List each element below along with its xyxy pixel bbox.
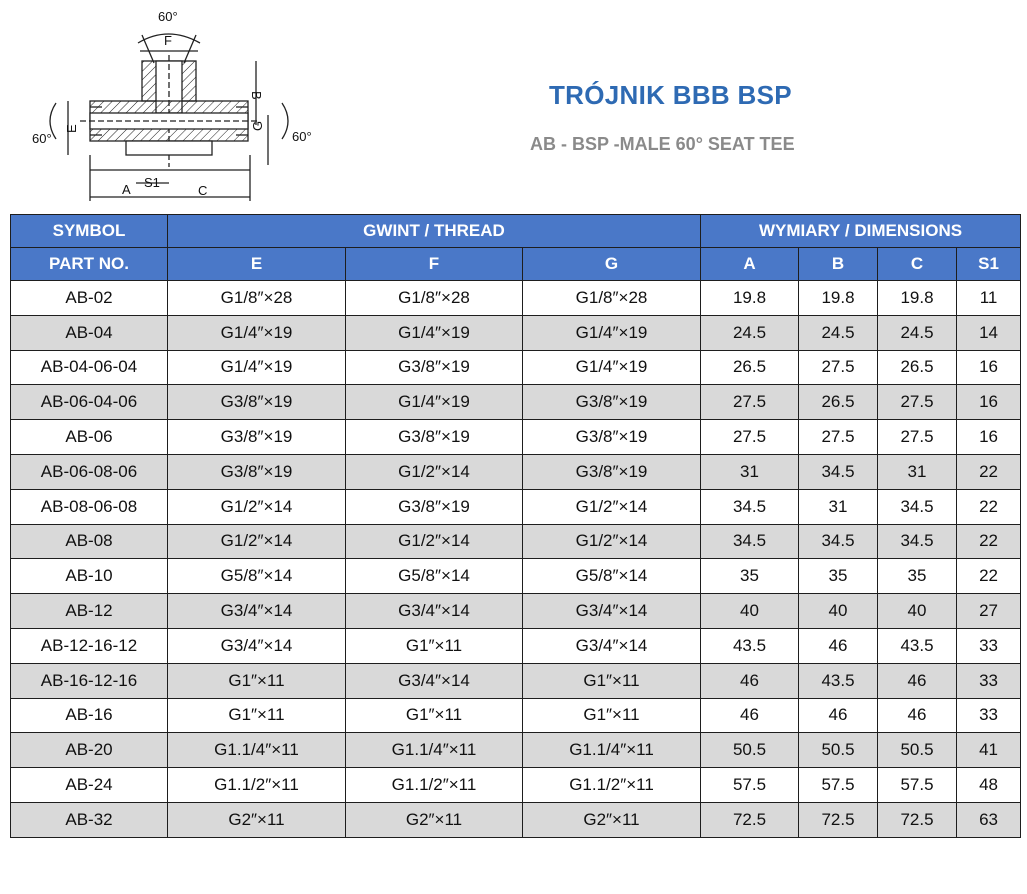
table-row <box>11 733 1021 768</box>
part-number-cell: AB-20 <box>11 733 168 768</box>
table-cell: G1″×11 <box>523 663 701 698</box>
table-row <box>11 385 1021 420</box>
table-cell: 43.5 <box>878 628 957 663</box>
c-label: C <box>198 183 208 198</box>
table-cell: G1″×11 <box>523 698 701 733</box>
table-cell: G5/8″×14 <box>168 559 346 594</box>
table-cell: G3/8″×19 <box>523 420 701 455</box>
part-number-cell: AB-12 <box>11 594 168 629</box>
table-cell: 41 <box>957 733 1021 768</box>
table-cell: 24.5 <box>799 315 878 350</box>
table-cell: 57.5 <box>799 768 878 803</box>
f-label: F <box>164 33 172 48</box>
table-cell: G1/8″×28 <box>168 281 346 316</box>
table-cell: G1/8″×28 <box>523 281 701 316</box>
part-number-cell: AB-32 <box>11 802 168 837</box>
table-cell: G3/4″×14 <box>346 663 523 698</box>
table-row <box>11 489 1021 524</box>
column-header-s1: S1 <box>957 248 1021 281</box>
table-cell: G5/8″×14 <box>523 559 701 594</box>
table-cell: 16 <box>957 420 1021 455</box>
table-cell: 46 <box>799 628 878 663</box>
table-cell: 27.5 <box>799 350 878 385</box>
table-cell: G3/8″×19 <box>346 489 523 524</box>
table-cell: 27.5 <box>799 420 878 455</box>
table-cell: 40 <box>799 594 878 629</box>
table-cell: 22 <box>957 454 1021 489</box>
table-cell: 50.5 <box>878 733 957 768</box>
table-cell: G1/2″×14 <box>523 489 701 524</box>
table-cell: 34.5 <box>878 489 957 524</box>
table-cell: G5/8″×14 <box>346 559 523 594</box>
dimensions-table <box>10 214 1021 838</box>
table-cell: G1.1/2″×11 <box>523 768 701 803</box>
table-cell: 19.8 <box>799 281 878 316</box>
thread-header: GWINT / THREAD <box>168 215 701 248</box>
table-cell: G1/8″×28 <box>346 281 523 316</box>
table-body <box>11 281 1021 838</box>
table-cell: 34.5 <box>799 524 878 559</box>
table-cell: 31 <box>799 489 878 524</box>
table-row <box>11 350 1021 385</box>
table-row <box>11 281 1021 316</box>
table-cell: G1″×11 <box>346 628 523 663</box>
e-label: E <box>64 124 79 133</box>
table-cell: G1/4″×19 <box>168 315 346 350</box>
left-angle-label: 60° <box>32 131 52 146</box>
part-number-cell: AB-24 <box>11 768 168 803</box>
column-header-g: G <box>523 248 701 281</box>
table-cell: 35 <box>878 559 957 594</box>
table-cell: G1/4″×19 <box>168 350 346 385</box>
table-row <box>11 768 1021 803</box>
table-cell: 34.5 <box>701 524 799 559</box>
part-number-cell: AB-16-12-16 <box>11 663 168 698</box>
table-cell: 24.5 <box>701 315 799 350</box>
table-cell: G1/4″×19 <box>523 315 701 350</box>
table-cell: G3/8″×19 <box>346 420 523 455</box>
table-cell: 72.5 <box>701 802 799 837</box>
table-cell: G1″×11 <box>168 698 346 733</box>
part-number-cell: AB-10 <box>11 559 168 594</box>
table-cell: G1/2″×14 <box>523 524 701 559</box>
table-cell: G1/4″×19 <box>523 350 701 385</box>
b-label: B <box>249 91 264 100</box>
table-cell: 31 <box>701 454 799 489</box>
table-cell: G1.1/4″×11 <box>523 733 701 768</box>
table-cell: G3/4″×14 <box>346 594 523 629</box>
table-row <box>11 594 1021 629</box>
table-cell: G1/4″×19 <box>346 385 523 420</box>
table-cell: 72.5 <box>878 802 957 837</box>
a-label: A <box>122 182 131 197</box>
table-row <box>11 524 1021 559</box>
table-cell: 27.5 <box>701 385 799 420</box>
table-cell: 33 <box>957 628 1021 663</box>
part-number-cell: AB-08-06-08 <box>11 489 168 524</box>
part-number-cell: AB-06-08-06 <box>11 454 168 489</box>
right-angle-label: 60° <box>292 129 312 144</box>
table-cell: 16 <box>957 350 1021 385</box>
table-row <box>11 420 1021 455</box>
table-row <box>11 802 1021 837</box>
column-header-b: B <box>799 248 878 281</box>
table-cell: 46 <box>799 698 878 733</box>
table-cell: 50.5 <box>701 733 799 768</box>
table-row <box>11 663 1021 698</box>
table-row <box>11 315 1021 350</box>
table-cell: 43.5 <box>799 663 878 698</box>
top-angle-label: 60° <box>158 9 178 24</box>
table-cell: 33 <box>957 663 1021 698</box>
table-cell: 46 <box>701 698 799 733</box>
table-cell: 22 <box>957 489 1021 524</box>
table-cell: G3/8″×19 <box>168 385 346 420</box>
page-subtitle: AB - BSP -MALE 60° SEAT TEE <box>530 134 795 154</box>
page-title: TRÓJNIK BBB BSP <box>549 80 792 110</box>
table-cell: 43.5 <box>701 628 799 663</box>
part-number-cell: AB-04-06-04 <box>11 350 168 385</box>
table-cell: G1.1/4″×11 <box>168 733 346 768</box>
table-cell: 40 <box>701 594 799 629</box>
s1-label: S1 <box>144 175 160 190</box>
part-number-cell: AB-12-16-12 <box>11 628 168 663</box>
table-cell: 14 <box>957 315 1021 350</box>
table-cell: G2″×11 <box>346 802 523 837</box>
table-cell: 50.5 <box>799 733 878 768</box>
table-cell: 22 <box>957 559 1021 594</box>
part-number-cell: AB-06 <box>11 420 168 455</box>
table-cell: G3/8″×19 <box>168 454 346 489</box>
g-label: G <box>250 120 265 131</box>
table-cell: 46 <box>878 698 957 733</box>
table-cell: 72.5 <box>799 802 878 837</box>
table-cell: G3/4″×14 <box>168 594 346 629</box>
table-cell: 31 <box>878 454 957 489</box>
table-row <box>11 559 1021 594</box>
table-cell: 48 <box>957 768 1021 803</box>
table-cell: G3/4″×14 <box>523 628 701 663</box>
table-row <box>11 454 1021 489</box>
part-number-cell: AB-16 <box>11 698 168 733</box>
dimensions-header: WYMIARY / DIMENSIONS <box>701 215 1021 248</box>
table-cell: 22 <box>957 524 1021 559</box>
table-cell: 35 <box>799 559 878 594</box>
table-cell: 27.5 <box>878 385 957 420</box>
table-cell: 57.5 <box>878 768 957 803</box>
table-cell: G2″×11 <box>523 802 701 837</box>
table-cell: 19.8 <box>701 281 799 316</box>
table-cell: 34.5 <box>799 454 878 489</box>
column-header-f: F <box>346 248 523 281</box>
table-cell: G3/8″×19 <box>523 385 701 420</box>
table-cell: G3/8″×19 <box>523 454 701 489</box>
table-cell: G3/4″×14 <box>523 594 701 629</box>
table-cell: G1/2″×14 <box>346 454 523 489</box>
part-number-cell: AB-02 <box>11 281 168 316</box>
symbol-header: SYMBOL <box>11 215 168 248</box>
table-cell: 40 <box>878 594 957 629</box>
table-cell: G1/2″×14 <box>168 489 346 524</box>
table-cell: 26.5 <box>878 350 957 385</box>
table-cell: G3/8″×19 <box>346 350 523 385</box>
table-cell: 35 <box>701 559 799 594</box>
column-header-c: C <box>878 248 957 281</box>
table-cell: 33 <box>957 698 1021 733</box>
table-row <box>11 698 1021 733</box>
table-cell: G3/8″×19 <box>168 420 346 455</box>
table-cell: 63 <box>957 802 1021 837</box>
part-number-cell: AB-08 <box>11 524 168 559</box>
column-header-a: A <box>701 248 799 281</box>
table-row <box>11 628 1021 663</box>
table-cell: 34.5 <box>701 489 799 524</box>
table-cell: 46 <box>701 663 799 698</box>
table-cell: 27.5 <box>701 420 799 455</box>
part-number-cell: AB-06-04-06 <box>11 385 168 420</box>
table-cell: G1.1/2″×11 <box>346 768 523 803</box>
part-no-header: PART NO. <box>11 248 168 281</box>
table-cell: 46 <box>878 663 957 698</box>
table-cell: G3/4″×14 <box>168 628 346 663</box>
table-cell: G1.1/4″×11 <box>346 733 523 768</box>
table-cell: G1.1/2″×11 <box>168 768 346 803</box>
table-cell: G1″×11 <box>168 663 346 698</box>
table-cell: 27 <box>957 594 1021 629</box>
table-cell: 27.5 <box>878 420 957 455</box>
tee-fitting-drawing <box>30 5 330 205</box>
table-cell: 24.5 <box>878 315 957 350</box>
table-cell: G2″×11 <box>168 802 346 837</box>
table-cell: 26.5 <box>799 385 878 420</box>
table-cell: 34.5 <box>878 524 957 559</box>
table-cell: G1/2″×14 <box>168 524 346 559</box>
table-cell: G1/2″×14 <box>346 524 523 559</box>
part-number-cell: AB-04 <box>11 315 168 350</box>
table-cell: 19.8 <box>878 281 957 316</box>
table-cell: 26.5 <box>701 350 799 385</box>
table-cell: G1/4″×19 <box>346 315 523 350</box>
table-cell: 57.5 <box>701 768 799 803</box>
table-cell: 16 <box>957 385 1021 420</box>
table-cell: G1″×11 <box>346 698 523 733</box>
table-cell: 11 <box>957 281 1021 316</box>
column-header-e: E <box>168 248 346 281</box>
